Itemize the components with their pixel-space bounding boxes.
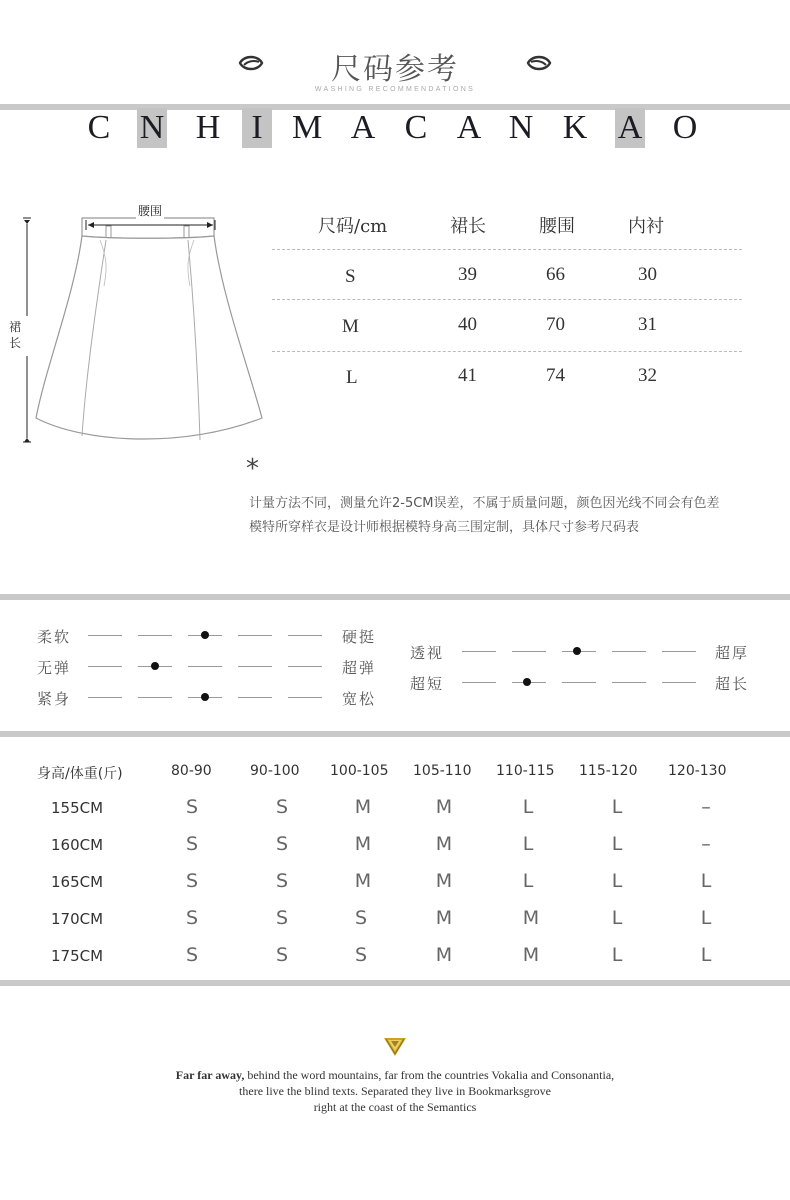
size-cell: L: [700, 944, 712, 966]
size-table-header: 尺码/cm: [318, 216, 388, 237]
size-cell: L: [522, 870, 534, 892]
gold-emblem-icon: [383, 1036, 407, 1058]
attr-low-label: 无弹: [37, 659, 72, 677]
leaf-right-icon: [526, 52, 552, 74]
attr-level-dot: [523, 678, 531, 686]
table-divider: [272, 299, 742, 300]
size-cell: M: [354, 796, 372, 818]
table-divider: [272, 351, 742, 352]
attr-low-label: 紧身: [37, 690, 72, 708]
attr-high-label: 硬挺: [342, 628, 377, 646]
height-label: 170CM: [51, 910, 104, 928]
size-cell: S: [275, 944, 289, 966]
size-cell: M: [522, 944, 540, 966]
weight-header: 115-120: [579, 763, 638, 779]
size-cell: 41: [458, 365, 477, 386]
height-label: 155CM: [51, 799, 104, 817]
size-cell: M: [435, 870, 453, 892]
weight-header: 105-110: [413, 763, 472, 779]
attr-high-label: 超长: [715, 675, 750, 693]
weight-header: 100-105: [330, 763, 389, 779]
section-band: [0, 980, 790, 986]
page-subtitle: WASHING RECOMMENDATIONS: [314, 86, 476, 93]
size-cell: S: [275, 870, 289, 892]
size-cell: S: [345, 266, 356, 287]
note-line-2: 模特所穿样衣是设计师根据模特身高三围定制，具体尺寸参考尺码表: [249, 520, 640, 535]
size-cell: M: [435, 907, 453, 929]
size-cell: 39: [458, 264, 477, 285]
weight-header: 90-100: [250, 763, 300, 779]
size-cell: S: [185, 833, 199, 855]
size-cell: M: [354, 833, 372, 855]
size-cell: S: [354, 907, 368, 929]
size-cell: L: [522, 796, 534, 818]
height-label: 175CM: [51, 947, 104, 965]
table-corner-label: 身高/体重(斤): [37, 766, 123, 782]
attr-level-dot: [201, 631, 209, 639]
size-cell: –: [701, 796, 711, 818]
size-cell: S: [185, 870, 199, 892]
size-cell: 31: [638, 314, 657, 335]
size-cell: 30: [638, 264, 657, 285]
weight-header: 110-115: [496, 763, 555, 779]
size-cell: S: [185, 907, 199, 929]
size-cell: S: [275, 907, 289, 929]
brand-letter: C: [404, 109, 428, 146]
length-label-1: 裙: [9, 320, 22, 334]
weight-header: 120-130: [668, 763, 727, 779]
size-cell: L: [611, 870, 623, 892]
waist-label: 腰围: [138, 204, 163, 218]
brand-letter: N: [137, 108, 167, 148]
size-cell: S: [275, 796, 289, 818]
size-cell: L: [611, 944, 623, 966]
brand-letter: A: [456, 109, 482, 146]
attr-high-label: 超弹: [342, 659, 377, 677]
section-band: [0, 594, 790, 600]
table-divider: [272, 249, 742, 250]
size-cell: S: [185, 944, 199, 966]
size-cell: L: [611, 907, 623, 929]
page-title: 尺码参考: [331, 52, 459, 87]
note-asterisk: *: [246, 454, 259, 484]
footer-line-1-text: behind the word mountains, far from the countries Vokalia and Consonantia,: [244, 1068, 615, 1082]
size-cell: L: [611, 796, 623, 818]
size-cell: 40: [458, 314, 477, 335]
brand-letter: A: [350, 109, 376, 146]
height-label: 160CM: [51, 836, 104, 854]
size-table-header: 内衬: [628, 216, 664, 237]
height-label: 165CM: [51, 873, 104, 891]
size-table-header: 腰围: [539, 216, 575, 237]
attr-high-label: 超厚: [715, 644, 750, 662]
brand-letter: K: [562, 109, 588, 146]
size-table-header: 裙长: [450, 216, 486, 237]
skirt-diagram: [16, 196, 266, 456]
size-cell: S: [275, 833, 289, 855]
size-cell: L: [522, 833, 534, 855]
size-cell: M: [342, 316, 359, 337]
brand-letter: H: [195, 109, 221, 146]
attr-low-label: 柔软: [37, 628, 72, 646]
brand-letters: [0, 108, 790, 152]
size-cell: L: [346, 367, 358, 388]
size-cell: M: [435, 833, 453, 855]
brand-letter: O: [672, 109, 698, 146]
size-cell: M: [435, 796, 453, 818]
note-line-1: 计量方法不同，测量允许2-5CM误差，不属于质量问题，颜色因光线不同会有色差: [249, 496, 720, 511]
attr-level-dot: [573, 647, 581, 655]
attr-low-label: 超短: [410, 675, 445, 693]
length-label-2: 长: [9, 336, 22, 350]
footer-lead: Far far away,: [175, 1068, 245, 1082]
footer-line-3: right at the coast of the Semantics: [313, 1100, 477, 1114]
footer-line-1: [0, 1068, 790, 1083]
brand-letter: N: [508, 109, 534, 146]
size-cell: 74: [546, 365, 565, 386]
brand-letter: M: [292, 109, 323, 146]
size-cell: 32: [638, 365, 657, 386]
attr-level-dot: [201, 693, 209, 701]
size-cell: L: [611, 833, 623, 855]
section-band: [0, 731, 790, 737]
attr-high-label: 宽松: [342, 690, 377, 708]
size-cell: L: [700, 907, 712, 929]
size-cell: M: [522, 907, 540, 929]
size-cell: –: [701, 833, 711, 855]
size-cell: 70: [546, 314, 565, 335]
footer-line-2: there live the blind texts. Separated they live in Bookmarksgrove: [239, 1084, 551, 1098]
attr-low-label: 透视: [410, 644, 445, 662]
brand-letter: C: [87, 109, 111, 146]
size-cell: L: [700, 870, 712, 892]
weight-header: 80-90: [171, 763, 212, 779]
size-cell: S: [185, 796, 199, 818]
size-cell: 66: [546, 264, 565, 285]
size-cell: M: [435, 944, 453, 966]
size-cell: M: [354, 870, 372, 892]
brand-letter: A: [615, 108, 645, 148]
brand-letter: I: [242, 108, 272, 148]
attr-level-dot: [151, 662, 159, 670]
size-cell: S: [354, 944, 368, 966]
